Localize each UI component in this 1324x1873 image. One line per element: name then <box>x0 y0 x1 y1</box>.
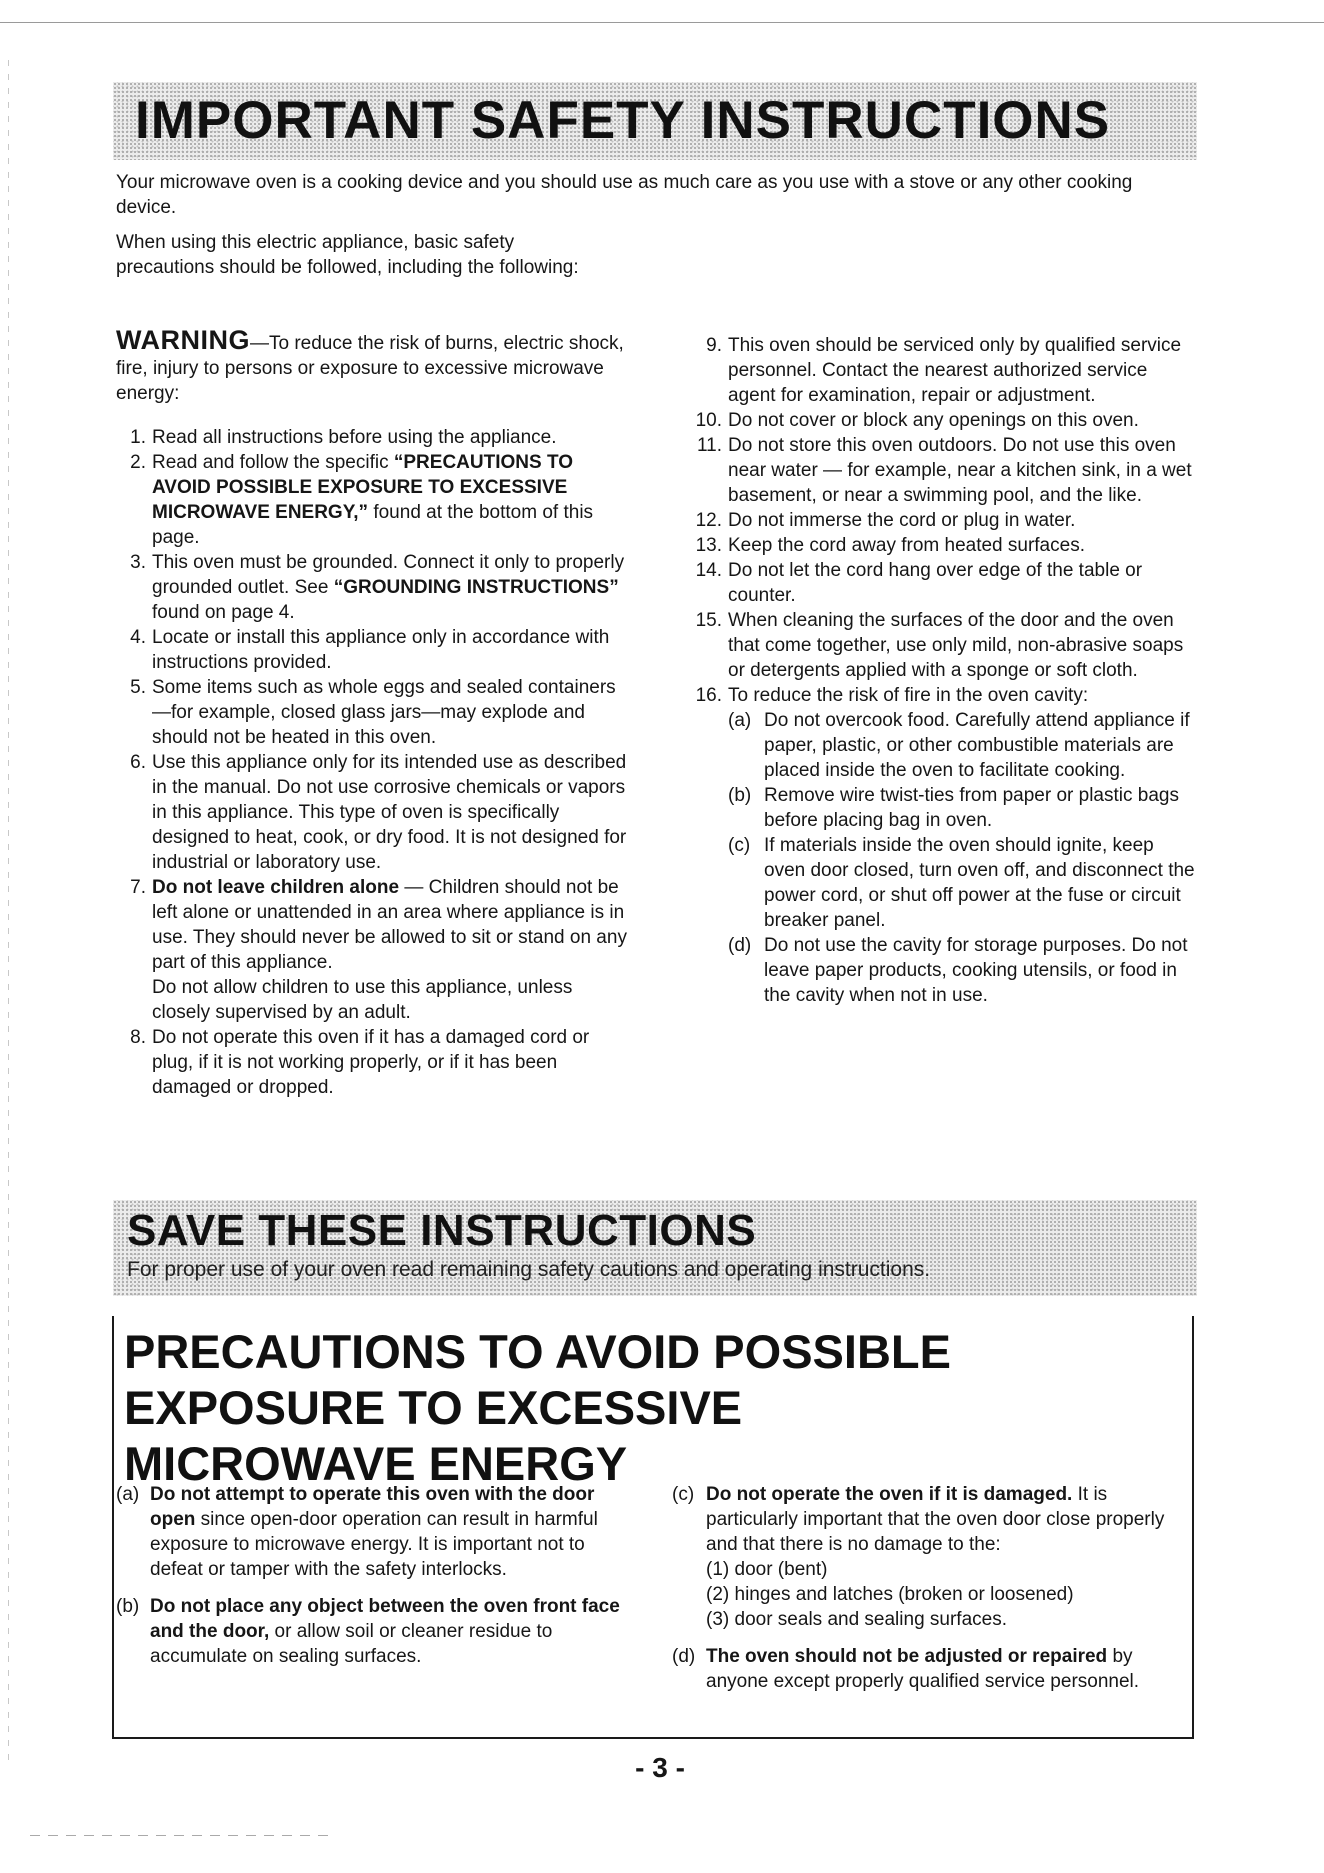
warning-paragraph <box>116 325 636 406</box>
precaution-b: (b) Do not place any object between the oven front face and the door, or allow soil or cleaner residue to accumulate on sealing surfaces. <box>116 1596 620 1667</box>
top-rule <box>0 22 1324 23</box>
precautions-column-left <box>116 1482 636 1681</box>
precaution-d: (d) The oven should not be adjusted or repaired by anyone except properly qualified service personnel. <box>672 1646 1140 1692</box>
list-item: (2) hinges and latches (broken or loosened) <box>706 1584 1074 1605</box>
list-item: 8. Do not operate this oven if it has a damaged cord or plug, if it is not working properly, or if it has been damaged or dropped. <box>130 1027 590 1098</box>
list-item: 14. Do not let the cord hang over edge of the table or counter. <box>695 560 1143 606</box>
warning-text: —To reduce the risk of burns, electric shock, fire, injury to persons or exposure to excessive microwave energy: <box>116 333 624 404</box>
list-item: (1) door (bent) <box>706 1559 828 1580</box>
damage-list <box>706 1557 1184 1632</box>
save-subtitle: For proper use of your oven read remaining safety cautions and operating instructions. <box>127 1258 931 1281</box>
precautions-column-right <box>672 1482 1184 1706</box>
precaution-a: (a) Do not attempt to operate this oven with the door open since open-door operation can result in harmful exposure to microwave energy. It is important not to defeat or tamper with the safety interlocks. <box>116 1484 598 1580</box>
sub-list-item: (b) Remove wire twist-ties from paper or plastic bags before placing bag in oven. <box>728 785 1179 831</box>
sub-list-item: (d) Do not use the cavity for storage purposes. Do not leave paper products, cooking utensils, or food in the cavity when not in use. <box>728 935 1188 1006</box>
precautions-title: PRECAUTIONS TO AVOID POSSIBLE EXPOSURE TO EXCESSIVE MICROWAVE ENERGY <box>124 1325 951 1490</box>
save-instructions-banner <box>113 1200 1197 1296</box>
page-number: - 3 - <box>635 1752 685 1783</box>
list-item: 4. Locate or install this appliance only in accordance with instructions provided. <box>130 627 610 673</box>
list-item: 15. When cleaning the surfaces of the door and the oven that come together, use only mild, non-abrasive soaps or detergents applied with a sponge or soft cloth. <box>695 610 1184 681</box>
list-item: 9. This oven should be serviced only by qualified service personnel. Contact the nearest authorized service agent for examination, repair or adjustment. <box>706 335 1182 406</box>
list-item: 11. Do not store this oven outdoors. Do not use this oven near water — for example, near a kitchen sink, in a wet basement, or near a swimming pool, and the like. <box>696 435 1192 506</box>
list-item: 6. Use this appliance only for its intended use as described in the manual. Do not use corrosive chemicals or vapors in this appliance. This type of oven is specifically designed to heat, cook, or dry food. It is not designed for industrial or laboratory use. <box>130 752 627 873</box>
instructions-column-right <box>680 333 1200 1008</box>
list-item: 5. Some items such as whole eggs and sealed containers—for example, closed glass jars—may explode and should not be heated in this oven. <box>130 677 616 748</box>
list-item: 2. Read and follow the specific “PRECAUTIONS TO AVOID POSSIBLE EXPOSURE TO EXCESSIVE MICROWAVE ENERGY,” found at the bottom of this page. <box>130 452 594 548</box>
instructions-column-left <box>118 425 628 1100</box>
bottom-rule <box>30 1835 330 1836</box>
precautions-box <box>112 1316 1194 1739</box>
scan-edge <box>8 60 9 1760</box>
list-item: (3) door seals and sealing surfaces. <box>706 1609 1007 1630</box>
save-title: SAVE THESE INSTRUCTIONS <box>127 1206 757 1255</box>
safety-banner <box>113 82 1197 160</box>
item-16-sublist <box>728 708 1200 1008</box>
intro-paragraph-2: When using this electric appliance, basic safety precautions should be followed, including the following: <box>116 232 579 278</box>
list-item: 10. Do not cover or block any openings on this oven. <box>695 410 1139 431</box>
list-item: 1. Read all instructions before using the appliance. <box>130 427 557 448</box>
precaution-c: (c) Do not operate the oven if it is damaged. It is particularly important that the oven door close properly and that there is no damage to the: (1) door (bent) (2) hinges and latches (broken or loosened) (3) door seals and sealing surfaces. <box>672 1482 1184 1632</box>
sub-list-item: (a) Do not overcook food. Carefully attend appliance if paper, plastic, or other combustible materials are placed inside the oven to facilitate cooking. <box>728 710 1190 781</box>
list-item: 13. Keep the cord away from heated surfaces. <box>695 535 1085 556</box>
page-title: IMPORTANT SAFETY INSTRUCTIONS <box>135 91 1111 150</box>
list-item: 16. To reduce the risk of fire in the oven cavity: (a) Do not overcook food. Carefully attend appliance if paper, plastic, or other combustible materials are placed inside the oven to facilitate cooking. (b) Remove wire twist-ties from paper or plastic bags before placing bag in oven. (c) If materials inside the oven should ignite, keep oven door closed, turn oven off, and disconnect the power cord, or shut off power at the fuse or circuit breaker panel. (d) Do not use the cavity for storage purposes. Do not leave paper products, cooking utensils, or food in the cavity when not in use. <box>680 683 1200 1008</box>
list-item: 3. This oven must be grounded. Connect it only to properly grounded outlet. See “GROUNDING INSTRUCTIONS” found on page 4. <box>130 552 625 623</box>
list-item: 7. Do not leave children alone — Children should not be left alone or unattended in an area where appliance is in use. They should never be allowed to sit or stand on any part of this appliance. Do not allow children to use this appliance, unless closely supervised by an adult. <box>130 877 627 1023</box>
intro-paragraph-1: Your microwave oven is a cooking device and you should use as much care as you use with a stove or any other cooking device. <box>116 172 1133 218</box>
list-item: 12. Do not immerse the cord or plug in water. <box>695 510 1076 531</box>
warning-label: WARNING <box>116 325 250 355</box>
sub-list-item: (c) If materials inside the oven should ignite, keep oven door closed, turn oven off, and disconnect the power cord, or shut off power at the fuse or circuit breaker panel. <box>728 835 1195 931</box>
